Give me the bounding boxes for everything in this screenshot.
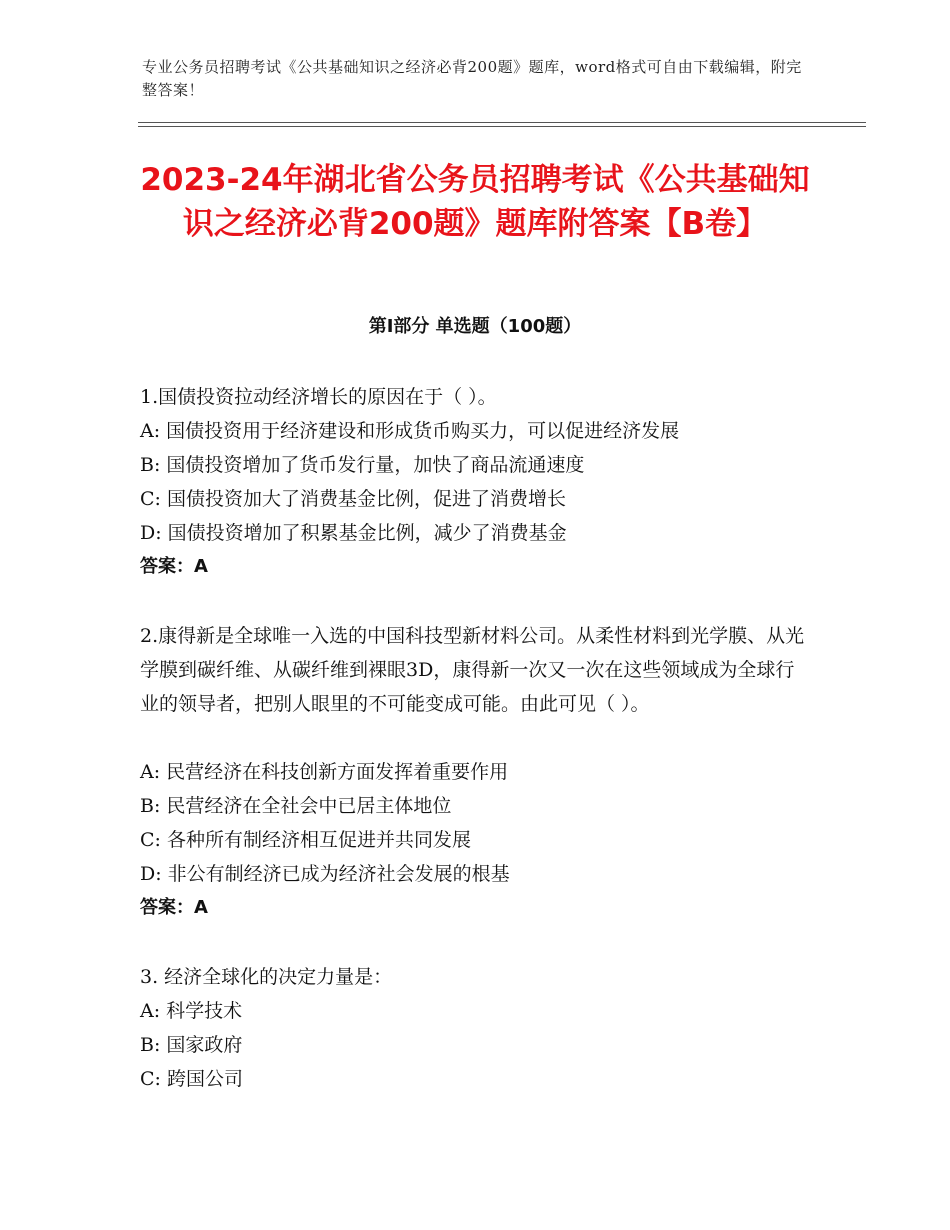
question-1-option-b: B: 国债投资增加了货币发行量，加快了商品流通速度	[140, 454, 585, 476]
document-title: 2023-24年湖北省公务员招聘考试《公共基础知识之经济必背200题》题库附答案【B卷】	[140, 162, 810, 242]
question-2-option-c: C: 各种所有制经济相互促进并共同发展	[140, 829, 471, 851]
question-2-text: 2.康得新是全球唯一入选的中国科技型新材料公司。从柔性材料到光学膜、从光学膜到碳纤维、从碳纤维到裸眼3D，康得新一次又一次在这些领域成为全球行业的领导者，把别人眼里的不可能变成可能。由此可见（ ）。	[140, 625, 805, 715]
header-note: 专业公务员招聘考试《公共基础知识之经济必背200题》题库，word格式可自由下载编辑，附完整答案！	[142, 58, 802, 99]
header-divider-bottom	[138, 126, 866, 127]
header-divider-top	[138, 122, 866, 123]
question-1-text: 1.国债投资拉动经济增长的原因在于（ ）。	[140, 386, 497, 408]
section-title: 第Ⅰ部分 单选题（100题）	[368, 316, 582, 337]
question-2-answer: 答案：A	[140, 897, 208, 918]
question-3-option-c: C: 跨国公司	[140, 1068, 243, 1090]
question-1-option-d: D: 国债投资增加了积累基金比例，减少了消费基金	[140, 522, 567, 544]
question-2-option-b: B: 民营经济在全社会中已居主体地位	[140, 795, 452, 817]
question-1-answer: 答案：A	[140, 556, 208, 577]
question-2-option-d: D: 非公有制经济已成为经济社会发展的根基	[140, 863, 510, 885]
question-1-option-a: A: 国债投资用于经济建设和形成货币购买力，可以促进经济发展	[140, 420, 680, 442]
question-3-text: 3. 经济全球化的决定力量是：	[140, 966, 393, 988]
question-3-option-b: B: 国家政府	[140, 1034, 243, 1056]
question-2-option-a: A: 民营经济在科技创新方面发挥着重要作用	[140, 761, 509, 783]
question-3-option-a: A: 科学技术	[140, 1000, 243, 1022]
question-1-option-c: C: 国债投资加大了消费基金比例，促进了消费增长	[140, 488, 566, 510]
